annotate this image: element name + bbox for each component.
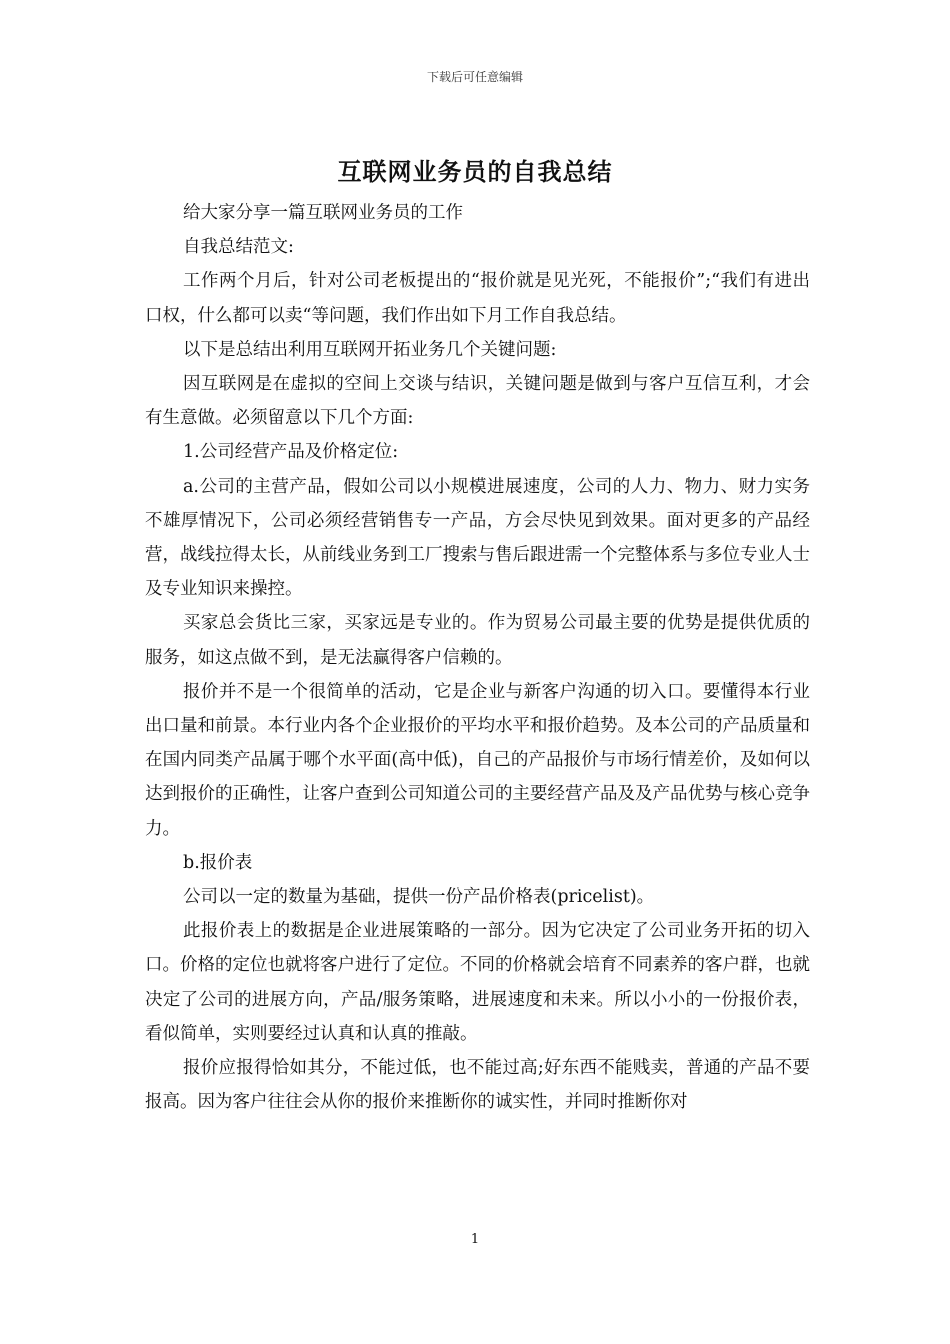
paragraph: 以下是总结出利用互联网开拓业务几个关键问题: (183, 339, 557, 360)
paragraph: 报价并不是一个很简单的活动，它是企业与新客户沟通的切入口。要懂得本行业出口量和前景。本行业内各个企业报价的平均水平和报价趋势。及本公司的产品质量和在国内同类产品属于哪个水平面(高中低)，自己的产品报价与市场行情差价，及如何以达到报价的正确性，让客户查到公司知道公司的主要经营产品及及产品优势与核心竞争力。 (145, 681, 810, 839)
document-title: 互联网业务员的自我总结 (337, 157, 613, 186)
paragraph: a.公司的主营产品，假如公司以小规模进展速度，公司的人力、物力、财力实务不雄厚情况下，公司必须经营销售专一产品，方会尽快见到效果。面对更多的产品经营，战线拉得太长，从前线业务到工厂搜索与售后跟进需一个完整体系与多位专业人士及专业知识来操控。 (145, 476, 810, 600)
paragraph: 工作两个月后，针对公司老板提出的“报价就是见光死，不能报价”;“我们有进出口权，什么都可以卖“等问题，我们作出如下月工作自我总结。 (145, 271, 810, 326)
paragraph: b.报价表 (183, 852, 253, 873)
paragraph: 报价应报得恰如其分，不能过低，也不能过高;好东西不能贱卖，普通的产品不要报高。因为客户往往会从你的报价来推断你的诚实性，并同时推断你对 (145, 1058, 810, 1113)
header-note: 下载后可任意编辑 (426, 70, 523, 84)
paragraph: 公司以一定的数量为基础，提供一份产品价格表(pricelist)。 (183, 887, 655, 908)
paragraph: 此报价表上的数据是企业进展策略的一部分。因为它决定了公司业务开拓的切入口。价格的定位也就将客户进行了定位。不同的价格就会培育不同素养的客户群，也就决定了公司的进展方向，产品/服务策略，进展速度和未来。所以小小的一份报价表，看似简单，实则要经过认真和认真的推敲。 (145, 921, 810, 1044)
document-body (145, 196, 810, 1119)
paragraph: 买家总会货比三家，买家远是专业的。作为贸易公司最主要的优势是提供优质的服务，如这点做不到，是无法赢得客户信赖的。 (145, 613, 810, 668)
page-number: 1 (470, 1232, 480, 1247)
paragraph: 给大家分享一篇互联网业务员的工作 (183, 203, 463, 223)
paragraph: 因互联网是在虚拟的空间上交谈与结识，关键问题是做到与客户互信互利，才会有生意做。必须留意以下几个方面: (145, 374, 810, 429)
paragraph: 1.公司经营产品及价格定位: (183, 442, 399, 463)
paragraph: 自我总结范文: (183, 237, 294, 258)
